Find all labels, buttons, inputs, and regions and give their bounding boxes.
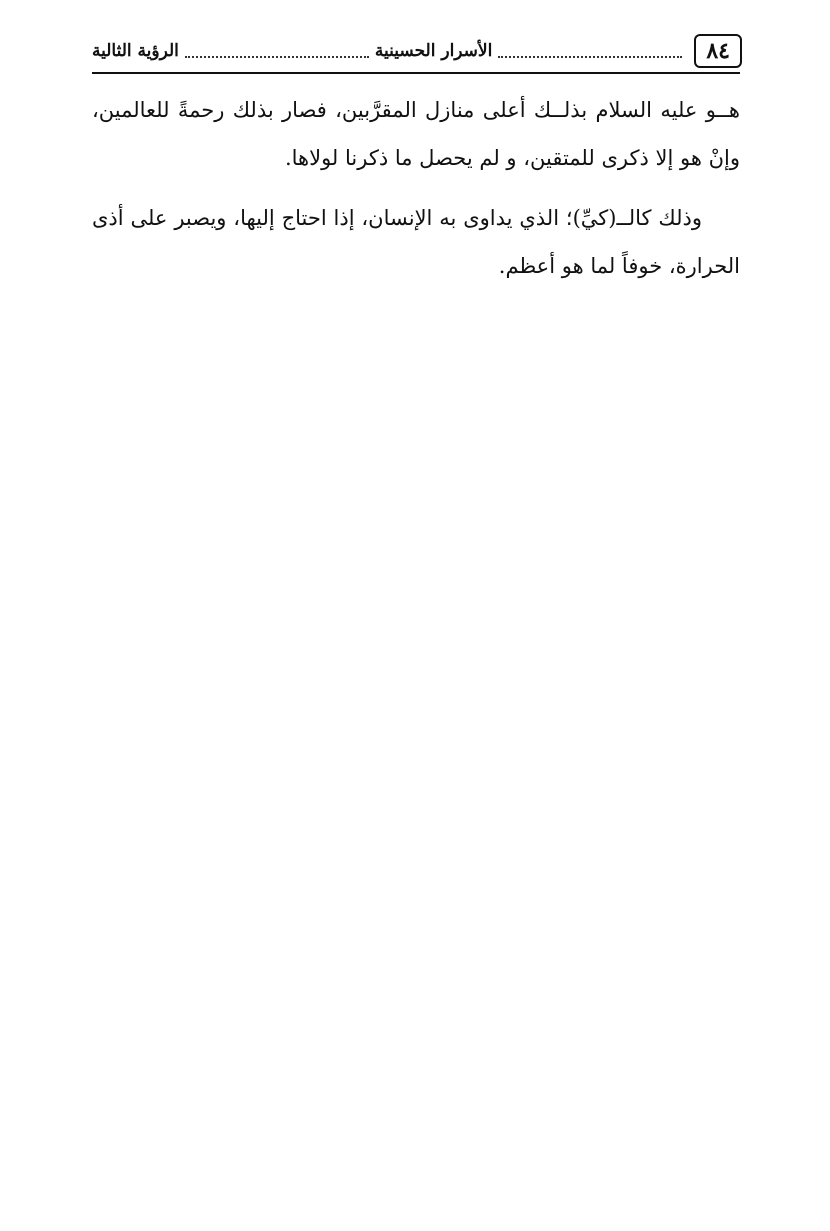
body-text: [92, 86, 740, 302]
book-title: الأسرار الحسينية: [374, 41, 493, 61]
paragraph: وذلك كالــ(كيِّ)؛ الذي يداوى به الإنسان، إذا احتاج إليها، ويصبر على أذى الحرارة، خوفاً لما هو أعظم.: [92, 206, 740, 278]
header-rule: [92, 72, 740, 74]
chapter-title: الرؤية الثالية: [92, 41, 179, 61]
header-leader-dots: [498, 56, 682, 58]
page-number: ٨٤: [694, 34, 742, 68]
paragraph: هــو عليه السلام بذلــك أعلى منازل المقرَّبين، فصار بذلك رحمةً للعالمين، وإنْ هو إلا ذكرى للمتقين، و لم يحصل ما ذكرنا لولاها.: [92, 98, 740, 170]
header-leader-dots: [185, 56, 369, 58]
page-header: [92, 30, 742, 72]
